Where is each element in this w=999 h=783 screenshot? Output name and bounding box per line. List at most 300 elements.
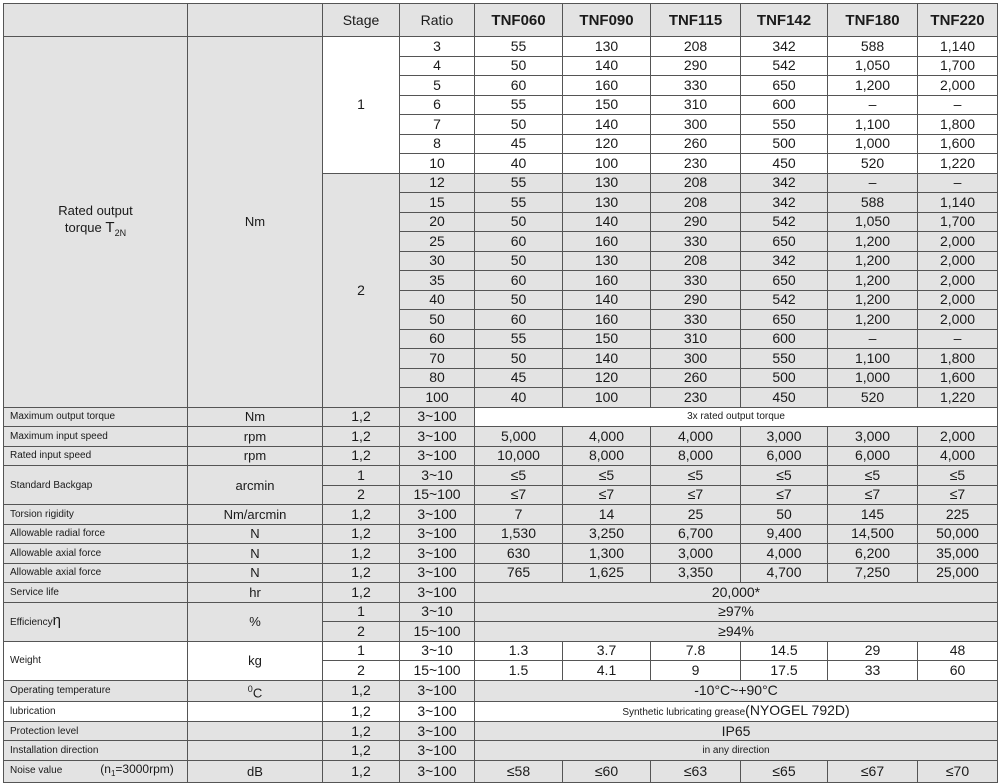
header-model: TNF090 bbox=[563, 4, 651, 37]
value-cell: 1,200 bbox=[828, 290, 918, 310]
merged-value: ≥94% bbox=[475, 622, 998, 642]
spec-label: lubrication bbox=[4, 701, 188, 721]
value-cell: ≤7 bbox=[741, 485, 828, 505]
spec-label bbox=[4, 760, 188, 782]
protection-row bbox=[4, 721, 998, 741]
noise-cond-pre: (n bbox=[100, 761, 111, 776]
value-cell: 650 bbox=[741, 310, 828, 330]
value-cell: 1,140 bbox=[918, 37, 998, 57]
value-cell: 145 bbox=[828, 505, 918, 525]
value-cell: 160 bbox=[563, 271, 651, 291]
merged-value: 3x rated output torque bbox=[475, 407, 998, 427]
value-cell: 2,000 bbox=[918, 310, 998, 330]
value-cell: ≤65 bbox=[741, 760, 828, 782]
header-model: TNF060 bbox=[475, 4, 563, 37]
value-cell: 50 bbox=[475, 56, 563, 76]
value-cell: 2,000 bbox=[918, 232, 998, 252]
value-cell: 6,000 bbox=[741, 446, 828, 466]
value-cell: 1,200 bbox=[828, 271, 918, 291]
spec-unit: Nm/arcmin bbox=[188, 505, 323, 525]
value-cell: ≤5 bbox=[918, 466, 998, 486]
value-cell: 130 bbox=[563, 173, 651, 193]
value-cell: 4,000 bbox=[918, 446, 998, 466]
ratio-cell: 3~100 bbox=[400, 760, 475, 782]
ratio-cell: 15~100 bbox=[400, 485, 475, 505]
spec-label: Installation direction bbox=[4, 741, 188, 761]
value-cell: 225 bbox=[918, 505, 998, 525]
spec-label: Maximum input speed bbox=[4, 427, 188, 447]
axial-force-2-row bbox=[4, 563, 998, 583]
value-cell: 2,000 bbox=[918, 271, 998, 291]
noise-cond-sub: 1 bbox=[110, 768, 116, 778]
value-cell: 1,000 bbox=[828, 134, 918, 154]
value-cell: 9 bbox=[651, 661, 741, 681]
value-cell: 14.5 bbox=[741, 641, 828, 661]
value-cell: 342 bbox=[741, 37, 828, 57]
value-cell: 520 bbox=[828, 154, 918, 174]
ratio-cell: 3~100 bbox=[400, 583, 475, 603]
spec-label bbox=[4, 602, 188, 641]
spec-label: Service life bbox=[4, 583, 188, 603]
value-cell: 7,250 bbox=[828, 563, 918, 583]
radial-force-row bbox=[4, 524, 998, 544]
noise-row bbox=[4, 760, 998, 782]
ratio-cell: 3~100 bbox=[400, 563, 475, 583]
ratio-cell: 3~100 bbox=[400, 427, 475, 447]
value-cell: 230 bbox=[651, 154, 741, 174]
spec-label: Operating temperature bbox=[4, 680, 188, 701]
value-cell: 120 bbox=[563, 134, 651, 154]
header-model: TNF142 bbox=[741, 4, 828, 37]
ratio-cell: 3~100 bbox=[400, 446, 475, 466]
noise-condition bbox=[100, 762, 174, 776]
ratio-cell: 3~100 bbox=[400, 701, 475, 721]
value-cell: 342 bbox=[741, 193, 828, 213]
stage-cell: 1,2 bbox=[323, 583, 400, 603]
spec-unit: dB bbox=[188, 760, 323, 782]
ratio-cell: 7 bbox=[400, 115, 475, 135]
value-cell: 4,000 bbox=[651, 427, 741, 447]
weight-row bbox=[4, 641, 998, 661]
noise-cond-post: =3000rpm) bbox=[115, 761, 174, 776]
ratio-cell: 35 bbox=[400, 271, 475, 291]
ratio-cell: 3~10 bbox=[400, 641, 475, 661]
value-cell: 1,220 bbox=[918, 154, 998, 174]
value-cell: 650 bbox=[741, 271, 828, 291]
value-cell: 50,000 bbox=[918, 524, 998, 544]
value-cell: 130 bbox=[563, 37, 651, 57]
spec-label: Protection level bbox=[4, 721, 188, 741]
rated-label-line1: Rated output bbox=[58, 202, 133, 218]
value-cell: 7 bbox=[475, 505, 563, 525]
value-cell: 765 bbox=[475, 563, 563, 583]
value-cell: ≤5 bbox=[651, 466, 741, 486]
rated-torque-unit: Nm bbox=[188, 37, 323, 408]
value-cell: 1,100 bbox=[828, 115, 918, 135]
value-cell: 2,000 bbox=[918, 76, 998, 96]
value-cell: – bbox=[918, 95, 998, 115]
value-cell: – bbox=[828, 95, 918, 115]
value-cell: ≤5 bbox=[475, 466, 563, 486]
value-cell: 140 bbox=[563, 212, 651, 232]
value-cell: 290 bbox=[651, 212, 741, 232]
value-cell: 40 bbox=[475, 154, 563, 174]
stage-cell: 1 bbox=[323, 602, 400, 622]
value-cell: 50 bbox=[475, 212, 563, 232]
value-cell: 130 bbox=[563, 251, 651, 271]
value-cell: 150 bbox=[563, 329, 651, 349]
value-cell: ≤60 bbox=[563, 760, 651, 782]
value-cell: 6,700 bbox=[651, 524, 741, 544]
value-cell: 1,140 bbox=[918, 193, 998, 213]
stage-cell: 2 bbox=[323, 173, 400, 407]
header-row bbox=[4, 4, 998, 37]
ratio-cell: 3 bbox=[400, 37, 475, 57]
spec-label: Allowable radial force bbox=[4, 524, 188, 544]
spec-table bbox=[3, 3, 998, 783]
value-cell: 40 bbox=[475, 388, 563, 408]
value-cell: 55 bbox=[475, 193, 563, 213]
value-cell: ≤7 bbox=[475, 485, 563, 505]
value-cell: 3,000 bbox=[828, 427, 918, 447]
header-blank-unit bbox=[188, 4, 323, 37]
value-cell: 2,000 bbox=[918, 251, 998, 271]
value-cell: 208 bbox=[651, 251, 741, 271]
ratio-cell: 30 bbox=[400, 251, 475, 271]
value-cell: 48 bbox=[918, 641, 998, 661]
value-cell: 50 bbox=[475, 290, 563, 310]
ratio-cell: 3~10 bbox=[400, 466, 475, 486]
value-cell: 160 bbox=[563, 76, 651, 96]
value-cell: ≤70 bbox=[918, 760, 998, 782]
value-cell: 100 bbox=[563, 388, 651, 408]
value-cell: 230 bbox=[651, 388, 741, 408]
value-cell: 208 bbox=[651, 193, 741, 213]
value-cell: 14,500 bbox=[828, 524, 918, 544]
value-cell: 300 bbox=[651, 115, 741, 135]
value-cell: 50 bbox=[475, 349, 563, 369]
value-cell: 300 bbox=[651, 349, 741, 369]
value-cell: 1,800 bbox=[918, 349, 998, 369]
value-cell: 9,400 bbox=[741, 524, 828, 544]
stage-cell: 1,2 bbox=[323, 680, 400, 701]
lubrication-row bbox=[4, 701, 998, 721]
value-cell: 60 bbox=[475, 310, 563, 330]
spec-unit: rpm bbox=[188, 446, 323, 466]
value-cell: ≤7 bbox=[918, 485, 998, 505]
rated-input-speed-row bbox=[4, 446, 998, 466]
value-cell: 450 bbox=[741, 388, 828, 408]
value-cell: 160 bbox=[563, 232, 651, 252]
stage-cell: 1,2 bbox=[323, 760, 400, 782]
value-cell: 260 bbox=[651, 134, 741, 154]
value-cell: 450 bbox=[741, 154, 828, 174]
value-cell: 1.5 bbox=[475, 661, 563, 681]
value-cell: ≤7 bbox=[828, 485, 918, 505]
header-blank bbox=[4, 4, 188, 37]
value-cell: 140 bbox=[563, 290, 651, 310]
value-cell: 208 bbox=[651, 37, 741, 57]
value-cell: 120 bbox=[563, 368, 651, 388]
efficiency-row bbox=[4, 602, 998, 622]
value-cell: 542 bbox=[741, 56, 828, 76]
stage-cell: 1,2 bbox=[323, 524, 400, 544]
value-cell: 50 bbox=[741, 505, 828, 525]
spec-unit bbox=[188, 721, 323, 741]
stage-cell: 2 bbox=[323, 622, 400, 642]
value-cell: 630 bbox=[475, 544, 563, 564]
rated-torque-row bbox=[4, 37, 998, 57]
stage-cell: 1 bbox=[323, 641, 400, 661]
value-cell: 290 bbox=[651, 56, 741, 76]
value-cell: 1,000 bbox=[828, 368, 918, 388]
value-cell: 10,000 bbox=[475, 446, 563, 466]
rated-torque-subscript: 2N bbox=[114, 227, 127, 238]
merged-value: ≥97% bbox=[475, 602, 998, 622]
value-cell: 500 bbox=[741, 134, 828, 154]
value-cell: 7.8 bbox=[651, 641, 741, 661]
value-cell: 150 bbox=[563, 95, 651, 115]
value-cell: 14 bbox=[563, 505, 651, 525]
value-cell: 310 bbox=[651, 95, 741, 115]
ratio-cell: 12 bbox=[400, 173, 475, 193]
rated-torque-symbol: T bbox=[105, 218, 115, 236]
value-cell: ≤5 bbox=[563, 466, 651, 486]
backlash-row bbox=[4, 466, 998, 486]
value-cell: 130 bbox=[563, 193, 651, 213]
stage-cell: 1,2 bbox=[323, 701, 400, 721]
spec-label: Allowable axial force bbox=[4, 544, 188, 564]
value-cell: 60 bbox=[918, 661, 998, 681]
ratio-cell: 3~100 bbox=[400, 544, 475, 564]
ratio-cell: 20 bbox=[400, 212, 475, 232]
value-cell: 3,000 bbox=[651, 544, 741, 564]
value-cell: – bbox=[918, 329, 998, 349]
value-cell: – bbox=[918, 173, 998, 193]
spec-unit: N bbox=[188, 563, 323, 583]
value-cell: 342 bbox=[741, 251, 828, 271]
value-cell: 342 bbox=[741, 173, 828, 193]
value-cell: 330 bbox=[651, 310, 741, 330]
value-cell: 25,000 bbox=[918, 563, 998, 583]
value-cell: 650 bbox=[741, 76, 828, 96]
spec-label: Torsion rigidity bbox=[4, 505, 188, 525]
value-cell: 45 bbox=[475, 134, 563, 154]
value-cell: ≤58 bbox=[475, 760, 563, 782]
value-cell: 330 bbox=[651, 271, 741, 291]
merged-value: IP65 bbox=[475, 721, 998, 741]
header-model: TNF115 bbox=[651, 4, 741, 37]
value-cell: – bbox=[828, 173, 918, 193]
value-cell: 60 bbox=[475, 76, 563, 96]
torsion-rigidity-row bbox=[4, 505, 998, 525]
celsius-unit: C bbox=[252, 684, 263, 700]
eta-symbol: η bbox=[52, 612, 61, 629]
value-cell: 1,200 bbox=[828, 310, 918, 330]
ratio-cell: 3~100 bbox=[400, 721, 475, 741]
stage-cell: 1 bbox=[323, 37, 400, 174]
spec-unit: hr bbox=[188, 583, 323, 603]
value-cell: 140 bbox=[563, 349, 651, 369]
spec-label: Standard Backgap bbox=[4, 466, 188, 505]
ratio-cell: 10 bbox=[400, 154, 475, 174]
stage-cell: 1,2 bbox=[323, 446, 400, 466]
value-cell: 35,000 bbox=[918, 544, 998, 564]
spec-unit: % bbox=[188, 602, 323, 641]
spec-unit bbox=[188, 680, 323, 701]
value-cell: 17.5 bbox=[741, 661, 828, 681]
value-cell: 4,700 bbox=[741, 563, 828, 583]
spec-label: Weight bbox=[4, 641, 188, 680]
value-cell: 3,350 bbox=[651, 563, 741, 583]
value-cell: 542 bbox=[741, 212, 828, 232]
value-cell: 1.3 bbox=[475, 641, 563, 661]
value-cell: 140 bbox=[563, 56, 651, 76]
value-cell: 290 bbox=[651, 290, 741, 310]
spec-unit bbox=[188, 701, 323, 721]
ratio-cell: 60 bbox=[400, 329, 475, 349]
operating-temp-row bbox=[4, 680, 998, 701]
header-model: TNF180 bbox=[828, 4, 918, 37]
value-cell: 6,200 bbox=[828, 544, 918, 564]
value-cell: 1,600 bbox=[918, 368, 998, 388]
value-cell: 1,625 bbox=[563, 563, 651, 583]
stage-cell: 2 bbox=[323, 485, 400, 505]
value-cell: ≤63 bbox=[651, 760, 741, 782]
value-cell: 542 bbox=[741, 290, 828, 310]
value-cell: 4,000 bbox=[741, 544, 828, 564]
spec-label: Maximum output torque bbox=[4, 407, 188, 427]
value-cell: 8,000 bbox=[651, 446, 741, 466]
value-cell: 1,300 bbox=[563, 544, 651, 564]
value-cell: 5,000 bbox=[475, 427, 563, 447]
value-cell: 55 bbox=[475, 95, 563, 115]
value-cell: 1,050 bbox=[828, 212, 918, 232]
value-cell: 4,000 bbox=[563, 427, 651, 447]
spec-unit: kg bbox=[188, 641, 323, 680]
value-cell: 4.1 bbox=[563, 661, 651, 681]
value-cell: 160 bbox=[563, 310, 651, 330]
header-model: TNF220 bbox=[918, 4, 998, 37]
value-cell: 1,220 bbox=[918, 388, 998, 408]
spec-unit bbox=[188, 741, 323, 761]
max-input-speed-row bbox=[4, 427, 998, 447]
value-cell: 588 bbox=[828, 37, 918, 57]
ratio-cell: 6 bbox=[400, 95, 475, 115]
value-cell: 55 bbox=[475, 37, 563, 57]
value-cell: 208 bbox=[651, 173, 741, 193]
stage-cell: 1,2 bbox=[323, 741, 400, 761]
efficiency-label: Efficiency bbox=[10, 617, 53, 628]
value-cell: 1,200 bbox=[828, 232, 918, 252]
value-cell: – bbox=[828, 329, 918, 349]
merged-value: -10°C~+90°C bbox=[475, 680, 998, 701]
value-cell: 1,800 bbox=[918, 115, 998, 135]
value-cell: 3,000 bbox=[741, 427, 828, 447]
value-cell: 1,050 bbox=[828, 56, 918, 76]
installation-row bbox=[4, 741, 998, 761]
ratio-cell: 15 bbox=[400, 193, 475, 213]
value-cell: 310 bbox=[651, 329, 741, 349]
ratio-cell: 25 bbox=[400, 232, 475, 252]
max-output-torque-row bbox=[4, 407, 998, 427]
header-stage: Stage bbox=[323, 4, 400, 37]
spec-unit: rpm bbox=[188, 427, 323, 447]
value-cell: 588 bbox=[828, 193, 918, 213]
noise-label: Noise value bbox=[10, 764, 63, 776]
value-cell: 1,700 bbox=[918, 212, 998, 232]
degree-sup: 0 bbox=[247, 683, 253, 694]
value-cell: 33 bbox=[828, 661, 918, 681]
stage-cell: 1,2 bbox=[323, 407, 400, 427]
value-cell: ≤7 bbox=[563, 485, 651, 505]
stage-cell: 1,2 bbox=[323, 544, 400, 564]
value-cell: 2,000 bbox=[918, 290, 998, 310]
value-cell: 55 bbox=[475, 173, 563, 193]
ratio-cell: 40 bbox=[400, 290, 475, 310]
ratio-cell: 50 bbox=[400, 310, 475, 330]
ratio-cell: 15~100 bbox=[400, 661, 475, 681]
ratio-cell: 15~100 bbox=[400, 622, 475, 642]
spec-label: Allowable axial force bbox=[4, 563, 188, 583]
value-cell: 330 bbox=[651, 232, 741, 252]
spec-table-body bbox=[4, 4, 998, 783]
rated-torque-label bbox=[4, 37, 188, 408]
value-cell: 55 bbox=[475, 329, 563, 349]
value-cell: 60 bbox=[475, 271, 563, 291]
value-cell: ≤7 bbox=[651, 485, 741, 505]
value-cell: 50 bbox=[475, 115, 563, 135]
value-cell: 140 bbox=[563, 115, 651, 135]
value-cell: 600 bbox=[741, 329, 828, 349]
value-cell: 260 bbox=[651, 368, 741, 388]
value-cell: 50 bbox=[475, 251, 563, 271]
header-ratio: Ratio bbox=[400, 4, 475, 37]
value-cell: 100 bbox=[563, 154, 651, 174]
value-cell: 2,000 bbox=[918, 427, 998, 447]
stage-cell: 1,2 bbox=[323, 563, 400, 583]
value-cell: 45 bbox=[475, 368, 563, 388]
service-life-row bbox=[4, 583, 998, 603]
ratio-cell: 3~100 bbox=[400, 524, 475, 544]
value-cell: 8,000 bbox=[563, 446, 651, 466]
spec-unit: Nm bbox=[188, 407, 323, 427]
stage-cell: 1 bbox=[323, 466, 400, 486]
value-cell: 1,700 bbox=[918, 56, 998, 76]
stage-cell: 1,2 bbox=[323, 427, 400, 447]
ratio-cell: 80 bbox=[400, 368, 475, 388]
value-cell: 600 bbox=[741, 95, 828, 115]
value-cell: 3.7 bbox=[563, 641, 651, 661]
spec-label: Rated input speed bbox=[4, 446, 188, 466]
value-cell: 1,100 bbox=[828, 349, 918, 369]
merged-value: 20,000* bbox=[475, 583, 998, 603]
value-cell: 520 bbox=[828, 388, 918, 408]
value-cell: 550 bbox=[741, 115, 828, 135]
value-cell: 60 bbox=[475, 232, 563, 252]
value-cell: 330 bbox=[651, 76, 741, 96]
value-cell: 550 bbox=[741, 349, 828, 369]
ratio-cell: 3~100 bbox=[400, 505, 475, 525]
value-cell: 1,530 bbox=[475, 524, 563, 544]
value-cell: 3,250 bbox=[563, 524, 651, 544]
value-cell: ≤5 bbox=[828, 466, 918, 486]
ratio-cell: 70 bbox=[400, 349, 475, 369]
value-cell: 25 bbox=[651, 505, 741, 525]
stage-cell: 2 bbox=[323, 661, 400, 681]
ratio-cell: 3~100 bbox=[400, 741, 475, 761]
value-cell: 29 bbox=[828, 641, 918, 661]
